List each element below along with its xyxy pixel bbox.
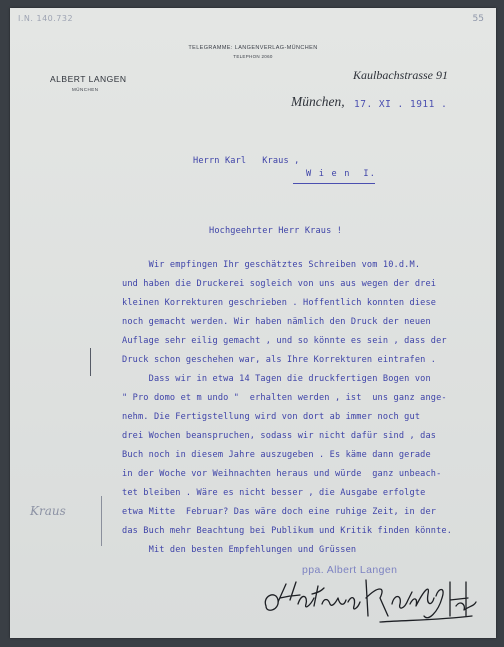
body-line: drei Wochen beanspruchen, sodass wir nicht dafür sind , das: [122, 431, 437, 441]
page-number: 55: [472, 14, 484, 24]
body-line: kleinen Korrekturen geschrieben . Hoffentlich konnten diese: [122, 298, 437, 308]
body-line: noch gemacht werden. Wir haben nämlich den Druck der neuen: [122, 317, 431, 327]
archive-number: I.N. 140.732: [18, 14, 74, 23]
letter-page: [10, 8, 496, 638]
recipient-underline: [293, 183, 375, 184]
letter-date: 17. XI . 1911 .: [354, 99, 448, 110]
body-line: das Buch mehr Beachtung bei Publikum und Kritik finden könnte.: [122, 526, 453, 536]
letterhead-city: MÜNCHEN: [72, 87, 99, 92]
body-line: Buch noch in diesem Jahre auszugeben . Es käme dann gerade: [122, 450, 431, 460]
recipient-line-1: Herrn Karl Kraus ,: [193, 156, 300, 166]
letterhead-company: ALBERT LANGEN: [50, 74, 127, 84]
signature: [260, 576, 480, 628]
margin-pencil-mark: [90, 348, 91, 376]
body-line: Auflage sehr eilig gemacht , und so könnte es sein , dass der: [122, 336, 447, 346]
body-line: nehm. Die Fertigstellung wird von dort ab immer noch gut: [122, 412, 421, 422]
salutation: Hochgeehrter Herr Kraus !: [209, 226, 343, 236]
letterhead-place: München,: [291, 94, 345, 109]
body-line: " Pro domo et m undo " erhalten werden , ist uns ganz ange-: [122, 393, 447, 403]
body-line: und haben die Druckerei sogleich von uns aus wegen der drei: [122, 279, 437, 289]
letterhead-telephone: TELEPHON 2060: [233, 54, 273, 59]
closing-line: Mit den besten Empfehlungen und Grüssen: [122, 545, 357, 555]
company-stamp: ppa. Albert Langen: [302, 564, 398, 576]
body-line: Dass wir in etwa 14 Tagen die druckfertigen Bogen von: [122, 374, 431, 384]
body-line: Druck schon geschehen war, als Ihre Korrekturen eintrafen .: [122, 355, 437, 365]
body-line: tet bleiben . Wäre es nicht besser , die Ausgabe erfolgte: [122, 488, 426, 498]
margin-pencil-mark: [101, 496, 102, 546]
margin-note: Kraus: [30, 504, 66, 518]
recipient-line-2: W i e n I.: [306, 169, 377, 179]
letterhead-telegram: TELEGRAMME: LANGENVERLAG-MÜNCHEN: [188, 45, 318, 51]
body-line: Wir empfingen Ihr geschätztes Schreiben vom 10.d.M.: [122, 260, 421, 270]
letterhead-street: Kaulbachstrasse 91: [353, 68, 449, 82]
body-line: etwa Mitte Februar? Das wäre doch eine ruhige Zeit, in der: [122, 507, 437, 517]
body-line: in der Woche vor Weihnachten heraus und würde ganz unbeach-: [122, 469, 442, 479]
